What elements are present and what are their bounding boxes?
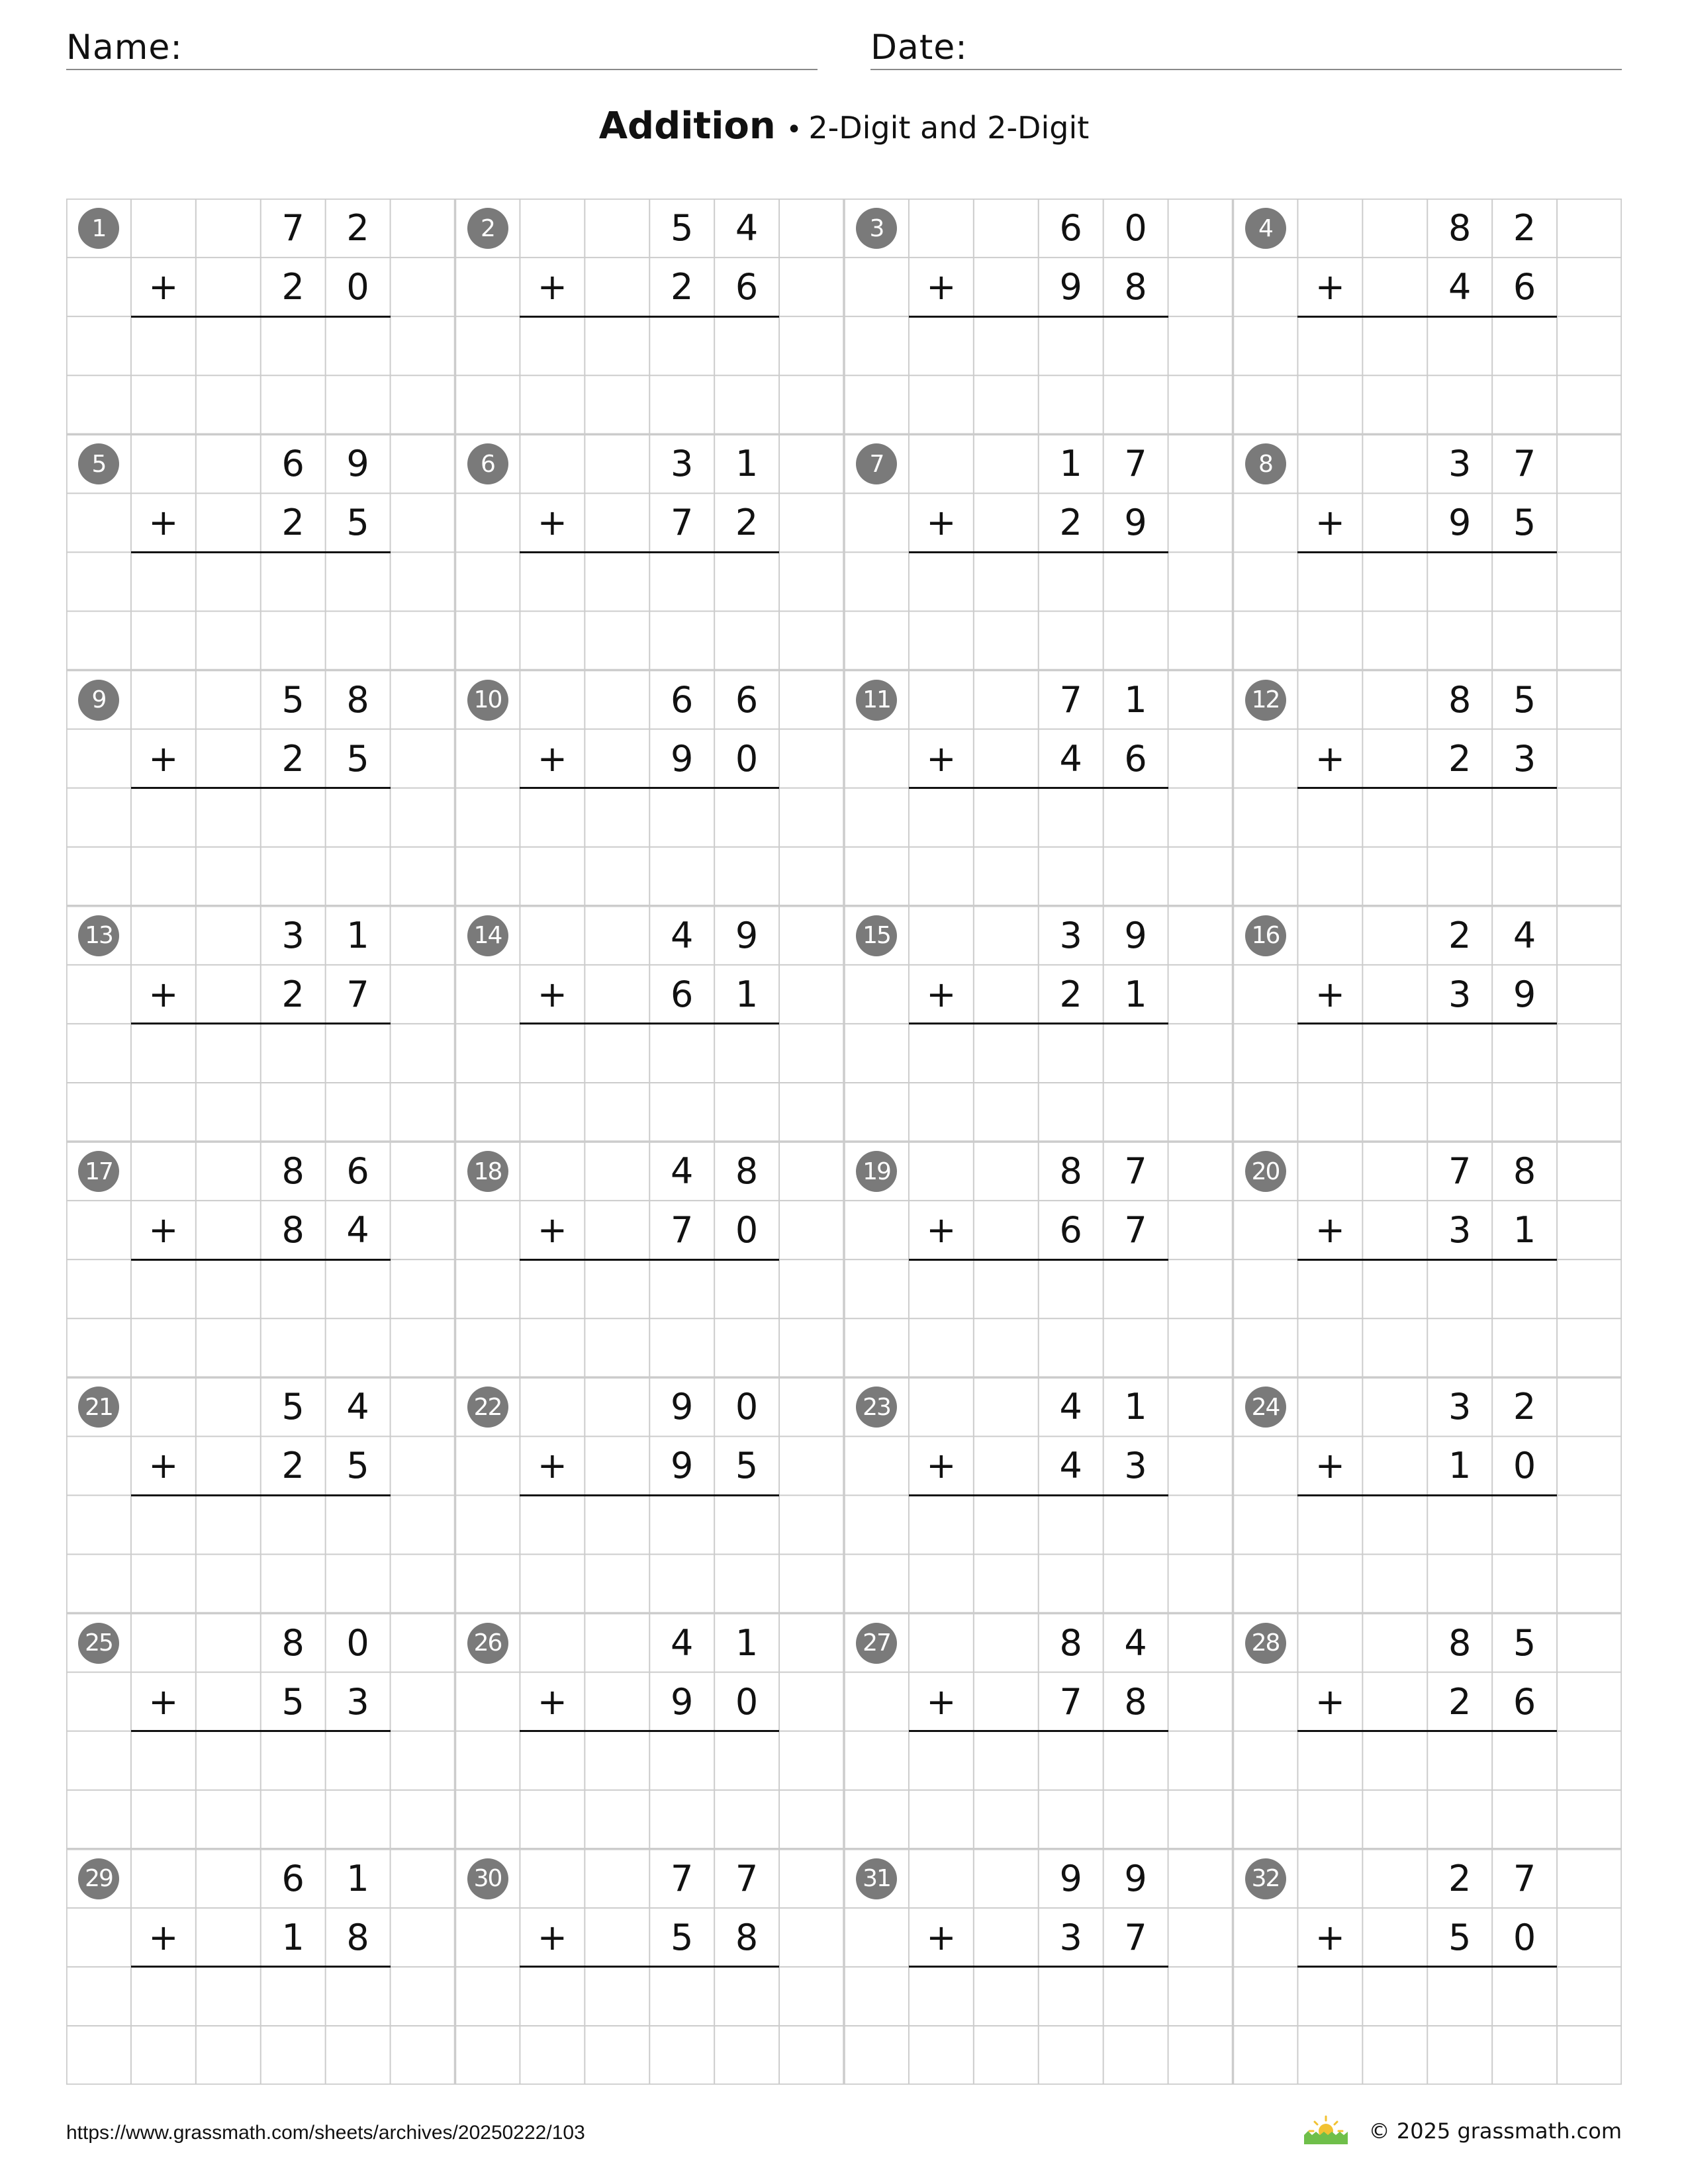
bottom-tens-digit: 7 bbox=[671, 502, 694, 544]
problem-number-badge: 2 bbox=[467, 208, 508, 249]
answer-line bbox=[131, 316, 391, 318]
plus-sign: + bbox=[926, 1445, 957, 1487]
bottom-ones-digit: 0 bbox=[735, 1680, 759, 1723]
plus-sign: + bbox=[1315, 973, 1345, 1015]
top-tens-digit: 2 bbox=[1448, 1857, 1472, 1899]
bottom-tens-digit: 1 bbox=[1448, 1445, 1472, 1487]
problem-number-badge: 14 bbox=[467, 915, 508, 956]
problem-number-badge: 11 bbox=[856, 680, 897, 721]
top-ones-digit: 7 bbox=[735, 1857, 759, 1899]
top-tens-digit: 6 bbox=[671, 678, 694, 721]
top-ones-digit: 1 bbox=[346, 914, 369, 956]
top-ones-digit: 8 bbox=[346, 678, 369, 721]
bottom-ones-digit: 0 bbox=[1513, 1445, 1536, 1487]
problem-number-badge: 6 bbox=[467, 443, 508, 484]
plus-sign: + bbox=[1315, 1680, 1345, 1723]
answer-line bbox=[520, 1966, 779, 1968]
top-tens-digit: 4 bbox=[671, 914, 694, 956]
top-tens-digit: 8 bbox=[1059, 1150, 1082, 1193]
bottom-tens-digit: 9 bbox=[1059, 266, 1082, 308]
answer-line bbox=[1297, 787, 1557, 789]
answer-line bbox=[909, 1966, 1168, 1968]
top-ones-digit: 1 bbox=[1124, 678, 1147, 721]
bottom-tens-digit: 5 bbox=[671, 1916, 694, 1958]
bottom-tens-digit: 2 bbox=[281, 266, 305, 308]
plus-sign: + bbox=[537, 266, 567, 308]
bottom-tens-digit: 2 bbox=[1448, 1680, 1472, 1723]
bottom-ones-digit: 6 bbox=[1513, 1680, 1536, 1723]
footer-copyright: © 2025 grassmath.com bbox=[1368, 2118, 1622, 2144]
plus-sign: + bbox=[926, 737, 957, 780]
answer-line bbox=[909, 1023, 1168, 1024]
bottom-tens-digit: 4 bbox=[1059, 737, 1082, 780]
plus-sign: + bbox=[1315, 1209, 1345, 1251]
problem-number-badge: 24 bbox=[1245, 1387, 1286, 1428]
bottom-ones-digit: 5 bbox=[1513, 502, 1536, 544]
problem-number-badge: 32 bbox=[1245, 1858, 1286, 1899]
title-separator: • bbox=[786, 114, 802, 145]
top-tens-digit: 8 bbox=[281, 1150, 305, 1193]
plus-sign: + bbox=[1315, 502, 1345, 544]
answer-line bbox=[909, 787, 1168, 789]
bottom-ones-digit: 4 bbox=[346, 1209, 369, 1251]
plus-sign: + bbox=[148, 1445, 179, 1487]
top-ones-digit: 7 bbox=[1124, 1150, 1147, 1193]
plus-sign: + bbox=[537, 1209, 567, 1251]
bottom-ones-digit: 5 bbox=[346, 502, 369, 544]
problem-number-badge: 17 bbox=[78, 1151, 119, 1192]
top-ones-digit: 0 bbox=[346, 1621, 369, 1664]
problem-number-badge: 20 bbox=[1245, 1151, 1286, 1192]
problem-number-badge: 30 bbox=[467, 1858, 508, 1899]
bottom-ones-digit: 5 bbox=[346, 1445, 369, 1487]
bottom-ones-digit: 0 bbox=[735, 1209, 759, 1251]
plus-sign: + bbox=[148, 973, 179, 1015]
answer-line bbox=[520, 551, 779, 553]
top-tens-digit: 6 bbox=[281, 443, 305, 485]
plus-sign: + bbox=[537, 502, 567, 544]
answer-line bbox=[909, 316, 1168, 318]
top-tens-digit: 3 bbox=[281, 914, 305, 956]
answer-line bbox=[520, 1494, 779, 1496]
bottom-tens-digit: 2 bbox=[1448, 737, 1472, 780]
bottom-tens-digit: 5 bbox=[1448, 1916, 1472, 1958]
answer-line bbox=[131, 1730, 391, 1732]
answer-line bbox=[1297, 1730, 1557, 1732]
bottom-ones-digit: 3 bbox=[1513, 737, 1536, 780]
top-tens-digit: 2 bbox=[1448, 914, 1472, 956]
bottom-ones-digit: 1 bbox=[735, 973, 759, 1015]
plus-sign: + bbox=[537, 737, 567, 780]
top-ones-digit: 2 bbox=[346, 207, 369, 250]
problem-grid bbox=[66, 199, 1622, 2085]
problem-number-badge: 1 bbox=[78, 208, 119, 249]
date-field[interactable] bbox=[870, 26, 1622, 70]
top-ones-digit: 0 bbox=[1124, 207, 1147, 250]
plus-sign: + bbox=[148, 737, 179, 780]
bottom-ones-digit: 8 bbox=[1124, 266, 1147, 308]
top-tens-digit: 3 bbox=[671, 443, 694, 485]
answer-line bbox=[909, 1259, 1168, 1261]
top-ones-digit: 6 bbox=[735, 678, 759, 721]
answer-line bbox=[1297, 1494, 1557, 1496]
top-ones-digit: 1 bbox=[735, 443, 759, 485]
bottom-tens-digit: 6 bbox=[1059, 1209, 1082, 1251]
bottom-ones-digit: 7 bbox=[1124, 1916, 1147, 1958]
plus-sign: + bbox=[537, 1445, 567, 1487]
plus-sign: + bbox=[1315, 1916, 1345, 1958]
top-tens-digit: 4 bbox=[671, 1621, 694, 1664]
bottom-tens-digit: 2 bbox=[671, 266, 694, 308]
problem-number-badge: 27 bbox=[856, 1623, 897, 1664]
answer-line bbox=[131, 1023, 391, 1024]
top-ones-digit: 7 bbox=[1513, 443, 1536, 485]
top-tens-digit: 7 bbox=[281, 207, 305, 250]
bottom-ones-digit: 5 bbox=[346, 737, 369, 780]
problem-number-badge: 25 bbox=[78, 1623, 119, 1664]
top-ones-digit: 0 bbox=[735, 1386, 759, 1428]
plus-sign: + bbox=[926, 1916, 957, 1958]
top-tens-digit: 7 bbox=[1448, 1150, 1472, 1193]
plus-sign: + bbox=[537, 1680, 567, 1723]
bottom-tens-digit: 9 bbox=[671, 737, 694, 780]
bottom-ones-digit: 7 bbox=[1124, 1209, 1147, 1251]
answer-line bbox=[909, 1494, 1168, 1496]
bottom-ones-digit: 1 bbox=[1124, 973, 1147, 1015]
problem-number-badge: 15 bbox=[856, 915, 897, 956]
answer-line bbox=[1297, 1023, 1557, 1024]
answer-line bbox=[131, 1259, 391, 1261]
bottom-tens-digit: 2 bbox=[281, 502, 305, 544]
top-tens-digit: 6 bbox=[281, 1857, 305, 1899]
bottom-tens-digit: 9 bbox=[1448, 502, 1472, 544]
top-ones-digit: 7 bbox=[1513, 1857, 1536, 1899]
bottom-tens-digit: 8 bbox=[281, 1209, 305, 1251]
bottom-tens-digit: 6 bbox=[671, 973, 694, 1015]
bottom-tens-digit: 1 bbox=[281, 1916, 305, 1958]
plus-sign: + bbox=[537, 973, 567, 1015]
top-ones-digit: 9 bbox=[735, 914, 759, 956]
top-ones-digit: 9 bbox=[1124, 914, 1147, 956]
bottom-tens-digit: 4 bbox=[1448, 266, 1472, 308]
bottom-ones-digit: 7 bbox=[346, 973, 369, 1015]
top-ones-digit: 2 bbox=[1513, 1386, 1536, 1428]
problem-number-badge: 4 bbox=[1245, 208, 1286, 249]
bottom-tens-digit: 2 bbox=[281, 973, 305, 1015]
bottom-ones-digit: 3 bbox=[1124, 1445, 1147, 1487]
problem-number-badge: 8 bbox=[1245, 443, 1286, 484]
answer-line bbox=[131, 1494, 391, 1496]
top-ones-digit: 4 bbox=[346, 1386, 369, 1428]
bottom-tens-digit: 2 bbox=[281, 737, 305, 780]
top-tens-digit: 7 bbox=[671, 1857, 694, 1899]
plus-sign: + bbox=[1315, 737, 1345, 780]
top-tens-digit: 8 bbox=[1448, 1621, 1472, 1664]
bottom-ones-digit: 5 bbox=[735, 1445, 759, 1487]
problem-number-badge: 7 bbox=[856, 443, 897, 484]
top-tens-digit: 5 bbox=[671, 207, 694, 250]
bottom-tens-digit: 2 bbox=[281, 1445, 305, 1487]
top-ones-digit: 1 bbox=[346, 1857, 369, 1899]
answer-line bbox=[520, 787, 779, 789]
top-ones-digit: 4 bbox=[1124, 1621, 1147, 1664]
answer-line bbox=[131, 787, 391, 789]
bottom-ones-digit: 9 bbox=[1124, 502, 1147, 544]
answer-line bbox=[1297, 1259, 1557, 1261]
problem-number-badge: 19 bbox=[856, 1151, 897, 1192]
plus-sign: + bbox=[926, 502, 957, 544]
top-tens-digit: 9 bbox=[671, 1386, 694, 1428]
plus-sign: + bbox=[926, 266, 957, 308]
plus-sign: + bbox=[148, 1209, 179, 1251]
top-ones-digit: 4 bbox=[735, 207, 759, 250]
top-tens-digit: 4 bbox=[671, 1150, 694, 1193]
top-tens-digit: 5 bbox=[281, 1386, 305, 1428]
problem-number-badge: 22 bbox=[467, 1387, 508, 1428]
bottom-ones-digit: 6 bbox=[1513, 266, 1536, 308]
problem-number-badge: 16 bbox=[1245, 915, 1286, 956]
top-tens-digit: 8 bbox=[1059, 1621, 1082, 1664]
problem-number-badge: 23 bbox=[856, 1387, 897, 1428]
top-tens-digit: 9 bbox=[1059, 1857, 1082, 1899]
title-subtitle: 2-Digit and 2-Digit bbox=[808, 110, 1090, 146]
bottom-tens-digit: 2 bbox=[1059, 973, 1082, 1015]
top-ones-digit: 7 bbox=[1124, 443, 1147, 485]
bottom-ones-digit: 0 bbox=[346, 266, 369, 308]
answer-line bbox=[131, 551, 391, 553]
bottom-tens-digit: 3 bbox=[1448, 1209, 1472, 1251]
name-field[interactable] bbox=[66, 26, 818, 70]
problem-number-badge: 18 bbox=[467, 1151, 508, 1192]
bottom-ones-digit: 6 bbox=[1124, 737, 1147, 780]
top-ones-digit: 4 bbox=[1513, 914, 1536, 956]
bottom-ones-digit: 3 bbox=[346, 1680, 369, 1723]
bottom-tens-digit: 7 bbox=[671, 1209, 694, 1251]
answer-line bbox=[520, 1023, 779, 1024]
top-ones-digit: 2 bbox=[1513, 207, 1536, 250]
plus-sign: + bbox=[1315, 266, 1345, 308]
worksheet-title bbox=[0, 105, 1688, 148]
problem-number-badge: 13 bbox=[78, 915, 119, 956]
bottom-tens-digit: 2 bbox=[1059, 502, 1082, 544]
top-ones-digit: 5 bbox=[1513, 1621, 1536, 1664]
problem-number-badge: 31 bbox=[856, 1858, 897, 1899]
problem-number-badge: 28 bbox=[1245, 1623, 1286, 1664]
bottom-ones-digit: 6 bbox=[735, 266, 759, 308]
plus-sign: + bbox=[148, 1680, 179, 1723]
title-main: Addition bbox=[598, 105, 776, 148]
answer-line bbox=[520, 1730, 779, 1732]
top-tens-digit: 4 bbox=[1059, 1386, 1082, 1428]
bottom-ones-digit: 9 bbox=[1513, 973, 1536, 1015]
plus-sign: + bbox=[926, 973, 957, 1015]
plus-sign: + bbox=[1315, 1445, 1345, 1487]
bottom-tens-digit: 9 bbox=[671, 1445, 694, 1487]
answer-line bbox=[1297, 316, 1557, 318]
bottom-tens-digit: 3 bbox=[1448, 973, 1472, 1015]
plus-sign: + bbox=[537, 1916, 567, 1958]
top-ones-digit: 9 bbox=[346, 443, 369, 485]
top-ones-digit: 5 bbox=[1513, 678, 1536, 721]
answer-line bbox=[909, 551, 1168, 553]
top-tens-digit: 3 bbox=[1448, 1386, 1472, 1428]
answer-line bbox=[1297, 1966, 1557, 1968]
answer-line bbox=[1297, 551, 1557, 553]
top-tens-digit: 5 bbox=[281, 678, 305, 721]
answer-line bbox=[131, 1966, 391, 1968]
problem-number-badge: 21 bbox=[78, 1387, 119, 1428]
top-tens-digit: 7 bbox=[1059, 678, 1082, 721]
bottom-tens-digit: 9 bbox=[671, 1680, 694, 1723]
bottom-tens-digit: 4 bbox=[1059, 1445, 1082, 1487]
plus-sign: + bbox=[148, 1916, 179, 1958]
top-ones-digit: 8 bbox=[735, 1150, 759, 1193]
problem-number-badge: 5 bbox=[78, 443, 119, 484]
plus-sign: + bbox=[926, 1680, 957, 1723]
answer-line bbox=[909, 1730, 1168, 1732]
top-tens-digit: 3 bbox=[1059, 914, 1082, 956]
plus-sign: + bbox=[148, 266, 179, 308]
top-ones-digit: 6 bbox=[346, 1150, 369, 1193]
bottom-ones-digit: 1 bbox=[1513, 1209, 1536, 1251]
bottom-tens-digit: 5 bbox=[281, 1680, 305, 1723]
bottom-ones-digit: 0 bbox=[1513, 1916, 1536, 1958]
bottom-ones-digit: 2 bbox=[735, 502, 759, 544]
answer-line bbox=[520, 316, 779, 318]
top-tens-digit: 8 bbox=[281, 1621, 305, 1664]
top-ones-digit: 1 bbox=[735, 1621, 759, 1664]
bottom-tens-digit: 3 bbox=[1059, 1916, 1082, 1958]
bottom-tens-digit: 7 bbox=[1059, 1680, 1082, 1723]
footer-brand bbox=[1301, 2115, 1622, 2147]
problem-number-badge: 9 bbox=[78, 680, 119, 721]
footer-url: https://www.grassmath.com/sheets/archives/20250222/103 bbox=[66, 2122, 585, 2144]
date-label: Date: bbox=[870, 28, 968, 68]
plus-sign: + bbox=[148, 502, 179, 544]
top-tens-digit: 6 bbox=[1059, 207, 1082, 250]
top-tens-digit: 8 bbox=[1448, 207, 1472, 250]
problem-number-badge: 29 bbox=[78, 1858, 119, 1899]
bottom-ones-digit: 8 bbox=[1124, 1680, 1147, 1723]
name-label: Name: bbox=[66, 28, 183, 68]
bottom-ones-digit: 8 bbox=[346, 1916, 369, 1958]
problem-number-badge: 3 bbox=[856, 208, 897, 249]
bottom-ones-digit: 8 bbox=[735, 1916, 759, 1958]
answer-line bbox=[520, 1259, 779, 1261]
top-ones-digit: 8 bbox=[1513, 1150, 1536, 1193]
problem-number-badge: 26 bbox=[467, 1623, 508, 1664]
top-tens-digit: 3 bbox=[1448, 443, 1472, 485]
top-tens-digit: 8 bbox=[1448, 678, 1472, 721]
top-ones-digit: 1 bbox=[1124, 1386, 1147, 1428]
top-ones-digit: 9 bbox=[1124, 1857, 1147, 1899]
grass-sun-logo-icon bbox=[1301, 2114, 1350, 2148]
plus-sign: + bbox=[926, 1209, 957, 1251]
problem-number-badge: 12 bbox=[1245, 680, 1286, 721]
top-tens-digit: 1 bbox=[1059, 443, 1082, 485]
bottom-ones-digit: 0 bbox=[735, 737, 759, 780]
problem-number-badge: 10 bbox=[467, 680, 508, 721]
